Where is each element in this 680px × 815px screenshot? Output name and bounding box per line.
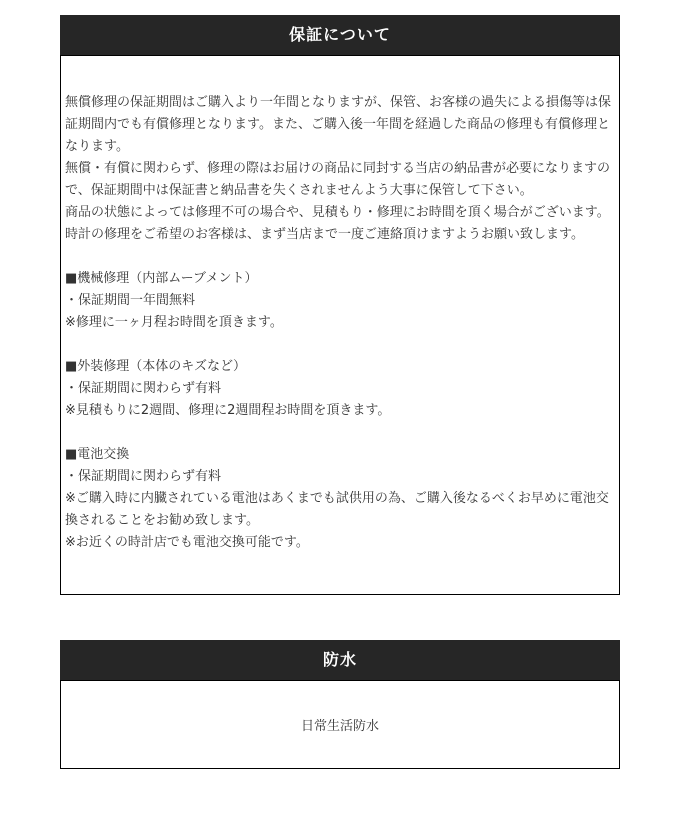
repair-section-heading: ■外装修理（本体のキズなど） (65, 359, 247, 374)
warranty-section-title: 保証について (289, 25, 391, 44)
repair-section-heading: ■機械修理（内部ムーブメント） (65, 271, 258, 286)
warranty-text-box (60, 55, 620, 595)
repair-section-line: ・保証期間に関わらず有料 (65, 381, 222, 396)
warranty-intro-paragraph: 商品の状態によっては修理不可の場合や、見積もり・修理にお時間を頂く場合がございます。 (65, 205, 610, 220)
repair-section-mechanical (65, 268, 615, 334)
repair-section-line: ※見積もりに2週間、修理に2週間程お時間を頂きます。 (65, 403, 391, 418)
waterproof-section-header (60, 640, 620, 680)
waterproof-value: 日常生活防水 (300, 719, 379, 734)
repair-section-line: ※修理に一ヶ月程お時間を頂きます。 (65, 315, 283, 330)
warranty-section-header (60, 15, 620, 55)
warranty-intro-paragraph: 無償修理の保証期間はご購入より一年間となりますが、保管、お客様の過失による損傷等は保証期間内でも有償修理となります。また、ご購入後一年間を経過した商品の修理も有償修理となります。 (65, 95, 612, 154)
page-content (60, 15, 620, 769)
warranty-intro-paragraph: 無償・有償に関わらず、修理の際はお届けの商品に同封する当店の納品書が必要になりますので、保証期間中は保証書と納品書を失くされませんよう大事に保管して下さい。 (65, 161, 610, 198)
repair-section-battery (65, 444, 615, 554)
waterproof-section (60, 640, 620, 769)
warranty-section (60, 15, 620, 595)
repair-section-line: ※お近くの時計店でも電池交換可能です。 (65, 535, 309, 550)
warranty-intro-paragraph: 時計の修理をご希望のお客様は、まず当店まで一度ご連絡頂けますようお願い致します。 (65, 227, 584, 242)
waterproof-section-title: 防水 (322, 650, 357, 669)
repair-section-line: ※ご購入時に内臓されている電池はあくまでも試供用の為、ご購入後なるべくお早めに電池交換されることをお勧め致します。 (65, 491, 609, 528)
repair-section-exterior (65, 356, 615, 422)
repair-section-heading: ■電池交換 (65, 447, 130, 462)
repair-section-line: ・保証期間一年間無料 (65, 293, 196, 308)
waterproof-value-box (60, 680, 620, 769)
repair-section-line: ・保証期間に関わらず有料 (65, 469, 222, 484)
